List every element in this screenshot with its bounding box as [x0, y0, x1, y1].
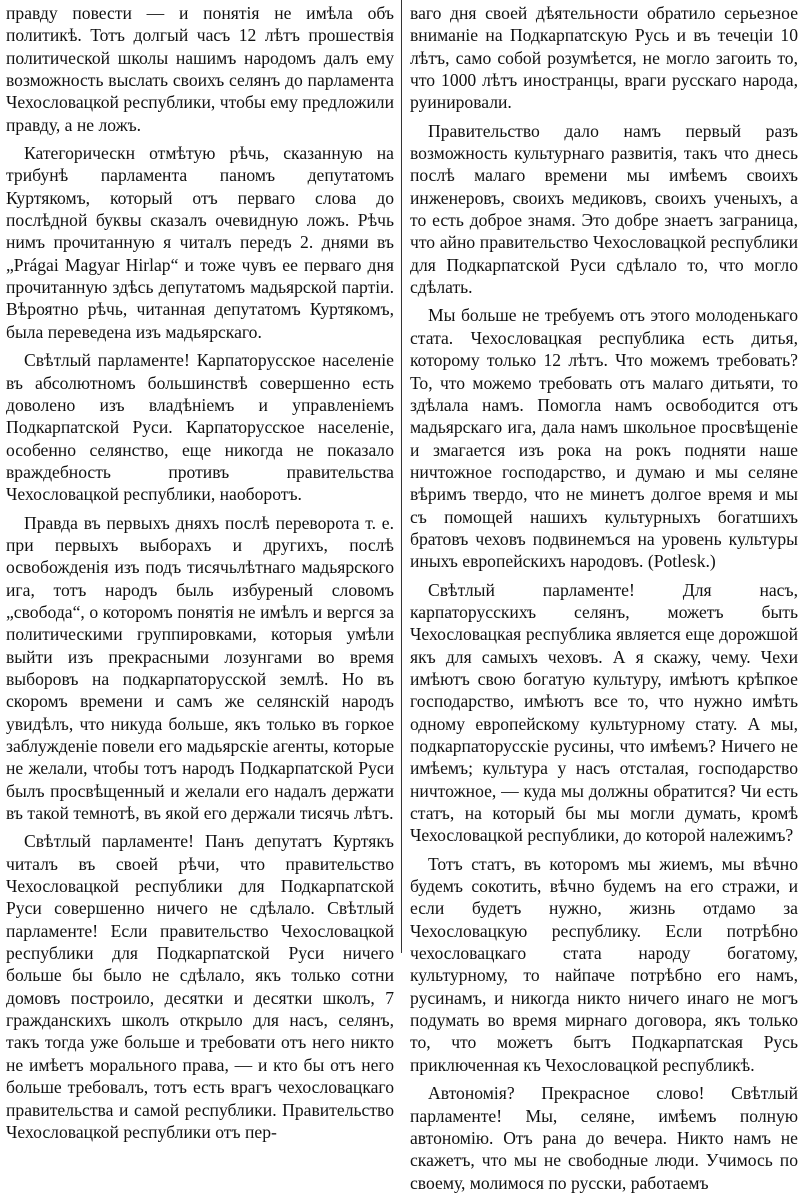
- paragraph: Свѣтлый парламенте! Для насъ, карпаторусскихъ селянъ, можетъ быть Чехословацкая республика является еще дорожшой якъ для самыхъ чеховъ. А я скажу, чему. Чехи имѣютъ свою богатую культуру, имѣютъ крѣпкое господарство, имѣютъ все то, что нужно имѣть одному европейскому культурному стату. А мы, подкарпаторусскіе русины, что имѣемъ? Ничего не имѣемъ; культура у насъ отсталая, господарство ничтожное, — куда мы должны обратится? Чи есть статъ, на который бы мы могли думать, кромѣ Чехословацкой республики, до которой належимъ?: [410, 579, 798, 846]
- paragraph: Категорическн отмѣтую рѣчь, сказанную на трибунѣ парламента паномъ депутатомъ Куртякомъ, который отъ перваго слова до послѣдной буквы сказалъ очевидную ложъ. Рѣчь нимъ прочитанную я читалъ передъ 2. днями въ „Prágai Magyar Hirlap“ и тоже чувъ ее перваго дня прочитанную здѣсь депутатомъ мадьярской партіи. Вѣроятно рѣчь, читанная депутатомъ Куртякомъ, была переведена изъ мадьярскаго.: [6, 143, 394, 342]
- paragraph: Автономія? Прекрасное слово! Свѣтлый парламенте! Мы, селяне, имѣемъ полную автономію. Отъ рана до вечера. Никто намъ не скажетъ, что мы не свободные люди. Учимось по своему, молимося по русски, работаемъ: [410, 1083, 798, 1193]
- paragraph: правду повести — и понятія не имѣла объ политикѣ. Тотъ долгый часъ 12 лѣтъ прошествія политической школы нашимъ народомъ далъ ему возможность выслать своихъ селянъ до парламента Чехословацкой республики, чтобы ему предложили правду, а не ложъ.: [6, 3, 394, 135]
- paragraph: Правда въ первыхъ дняхъ послѣ переворота т. е. при первыхъ выборахъ и другихъ, послѣ освобожденія изъ подъ тисячьлѣтнаго мадьярского ига, тотъ народъ быль избуреный словомъ „свобода“, о которомъ понятія не имѣлъ и вергся за политическими группировками, которыя умѣли выйти изъ прекрасными лозунгами во время выборовъ на подкарпаторусской землѣ. Но въ скоромъ времени и самъ же селянскій народъ увидѣлъ, что никуда больше, якъ только въ горкое заблужденіе повели его мадьярскіе агенты, которые не желали, чтобы тотъ народъ Подкарпатской Руси былъ просвѣщенный и желали его надалъ держати въ такой темнотѣ, въ якой его держали тисячь лѣтъ.: [6, 512, 395, 824]
- column-divider: [401, 0, 402, 953]
- paragraph: Тотъ статъ, въ которомъ мы жиемъ, мы вѣчно будемъ сокотить, вѣчно будемъ на его стражи, и если будетъ нужно, жизнь отдамо за Чехословацкую республику. Если потрѣбно чехословацкаго стата народу богатому, культурному, то найпаче потрѣбно его намъ, русинамъ, и никогда никто ничего инаго не могъ подумать во время мирнаго договора, якъ только то, что можетъ бытъ Подкарпатская Русь приключенная къ Чехословацкой республикѣ.: [410, 853, 798, 1075]
- paragraph: Свѣтлый парламенте! Панъ депутатъ Куртякъ читалъ въ своей рѣчи, что правительство Чехословацкой республики для Подкарпатской Руси совершенно ничего не сдѣлало. Свѣтлый парламенте! Если правительство Чехословацкой республики для Подкарпатской Руси ничего больше бы было не сдѣлало, якъ только сотни домовъ построило, десятки и десятки школъ, 7 гражданскихъ школъ открыло для насъ, селянъ, такъ тогда уже больше и требовати отъ него никто не имѣетъ морального права, — и кто бы отъ него больше требовалъ, тотъ есть врагъ чехословацкаго правительства и самой республики. Правительство Чехословацкой республики отъ пер-: [6, 831, 394, 1142]
- paragraph: Свѣтлый парламенте! Карпаторусское населеніе въ абсолютномъ большинствѣ совершенно есть доволено изъ владѣніемъ и управленіемъ Подкарпатской Руси. Карпаторусское населеніе, особенно селянство, еще никогда не показало враждебность противъ правительства Чехословацкой республики, наоборотъ.: [6, 350, 394, 505]
- right-column: [410, 2, 798, 1193]
- paragraph: ваго дня своей дѣятельности обратило серьезное вниманіе на Подкарпатскую Русь и въ течеціи 10 лѣтъ, само собой розумѣется, не могло загоить то, что 1000 лѣтъ иностранцы, враги русскаго народа, руинировали.: [410, 3, 798, 113]
- paragraph: Мы больше не требуемъ отъ этого молоденькаго стата. Чехословацкая республика есть дитья, которому только 12 лѣтъ. Что можемъ требовать? То, что можемо требовать отъ малаго дитьяти, то здѣлала намъ. Помогла намъ освободится отъ мадьярскаго ига, дала намъ школьное просвѣщеніе и змагается изъ рока на рокъ подняти наше ничтожное господарство, и думаю и мы селяне вѣримъ твердо, что не минетъ долгое время и мы съ помощей нашихъ культурныхъ богатшихъ братовъ чеховъ подвинемъся на уровень культуры иныхъ европейскихъ народовъ. (Potlesk.): [410, 305, 798, 572]
- paragraph: Правительство дало намъ первый разъ возможность культурнаго развитія, такъ что днесь послѣ малаго времени мы имѣемъ своихъ инженеровъ, своихъ медиковъ, своихъ ученыхъ, а то есть доброе знамя. Это добре знаетъ заграница, что айно правительство Чехословацкой республики для Подкарпатской Руси сдѣлало то, что могло сдѣлать.: [410, 120, 798, 298]
- left-column: [6, 2, 395, 1142]
